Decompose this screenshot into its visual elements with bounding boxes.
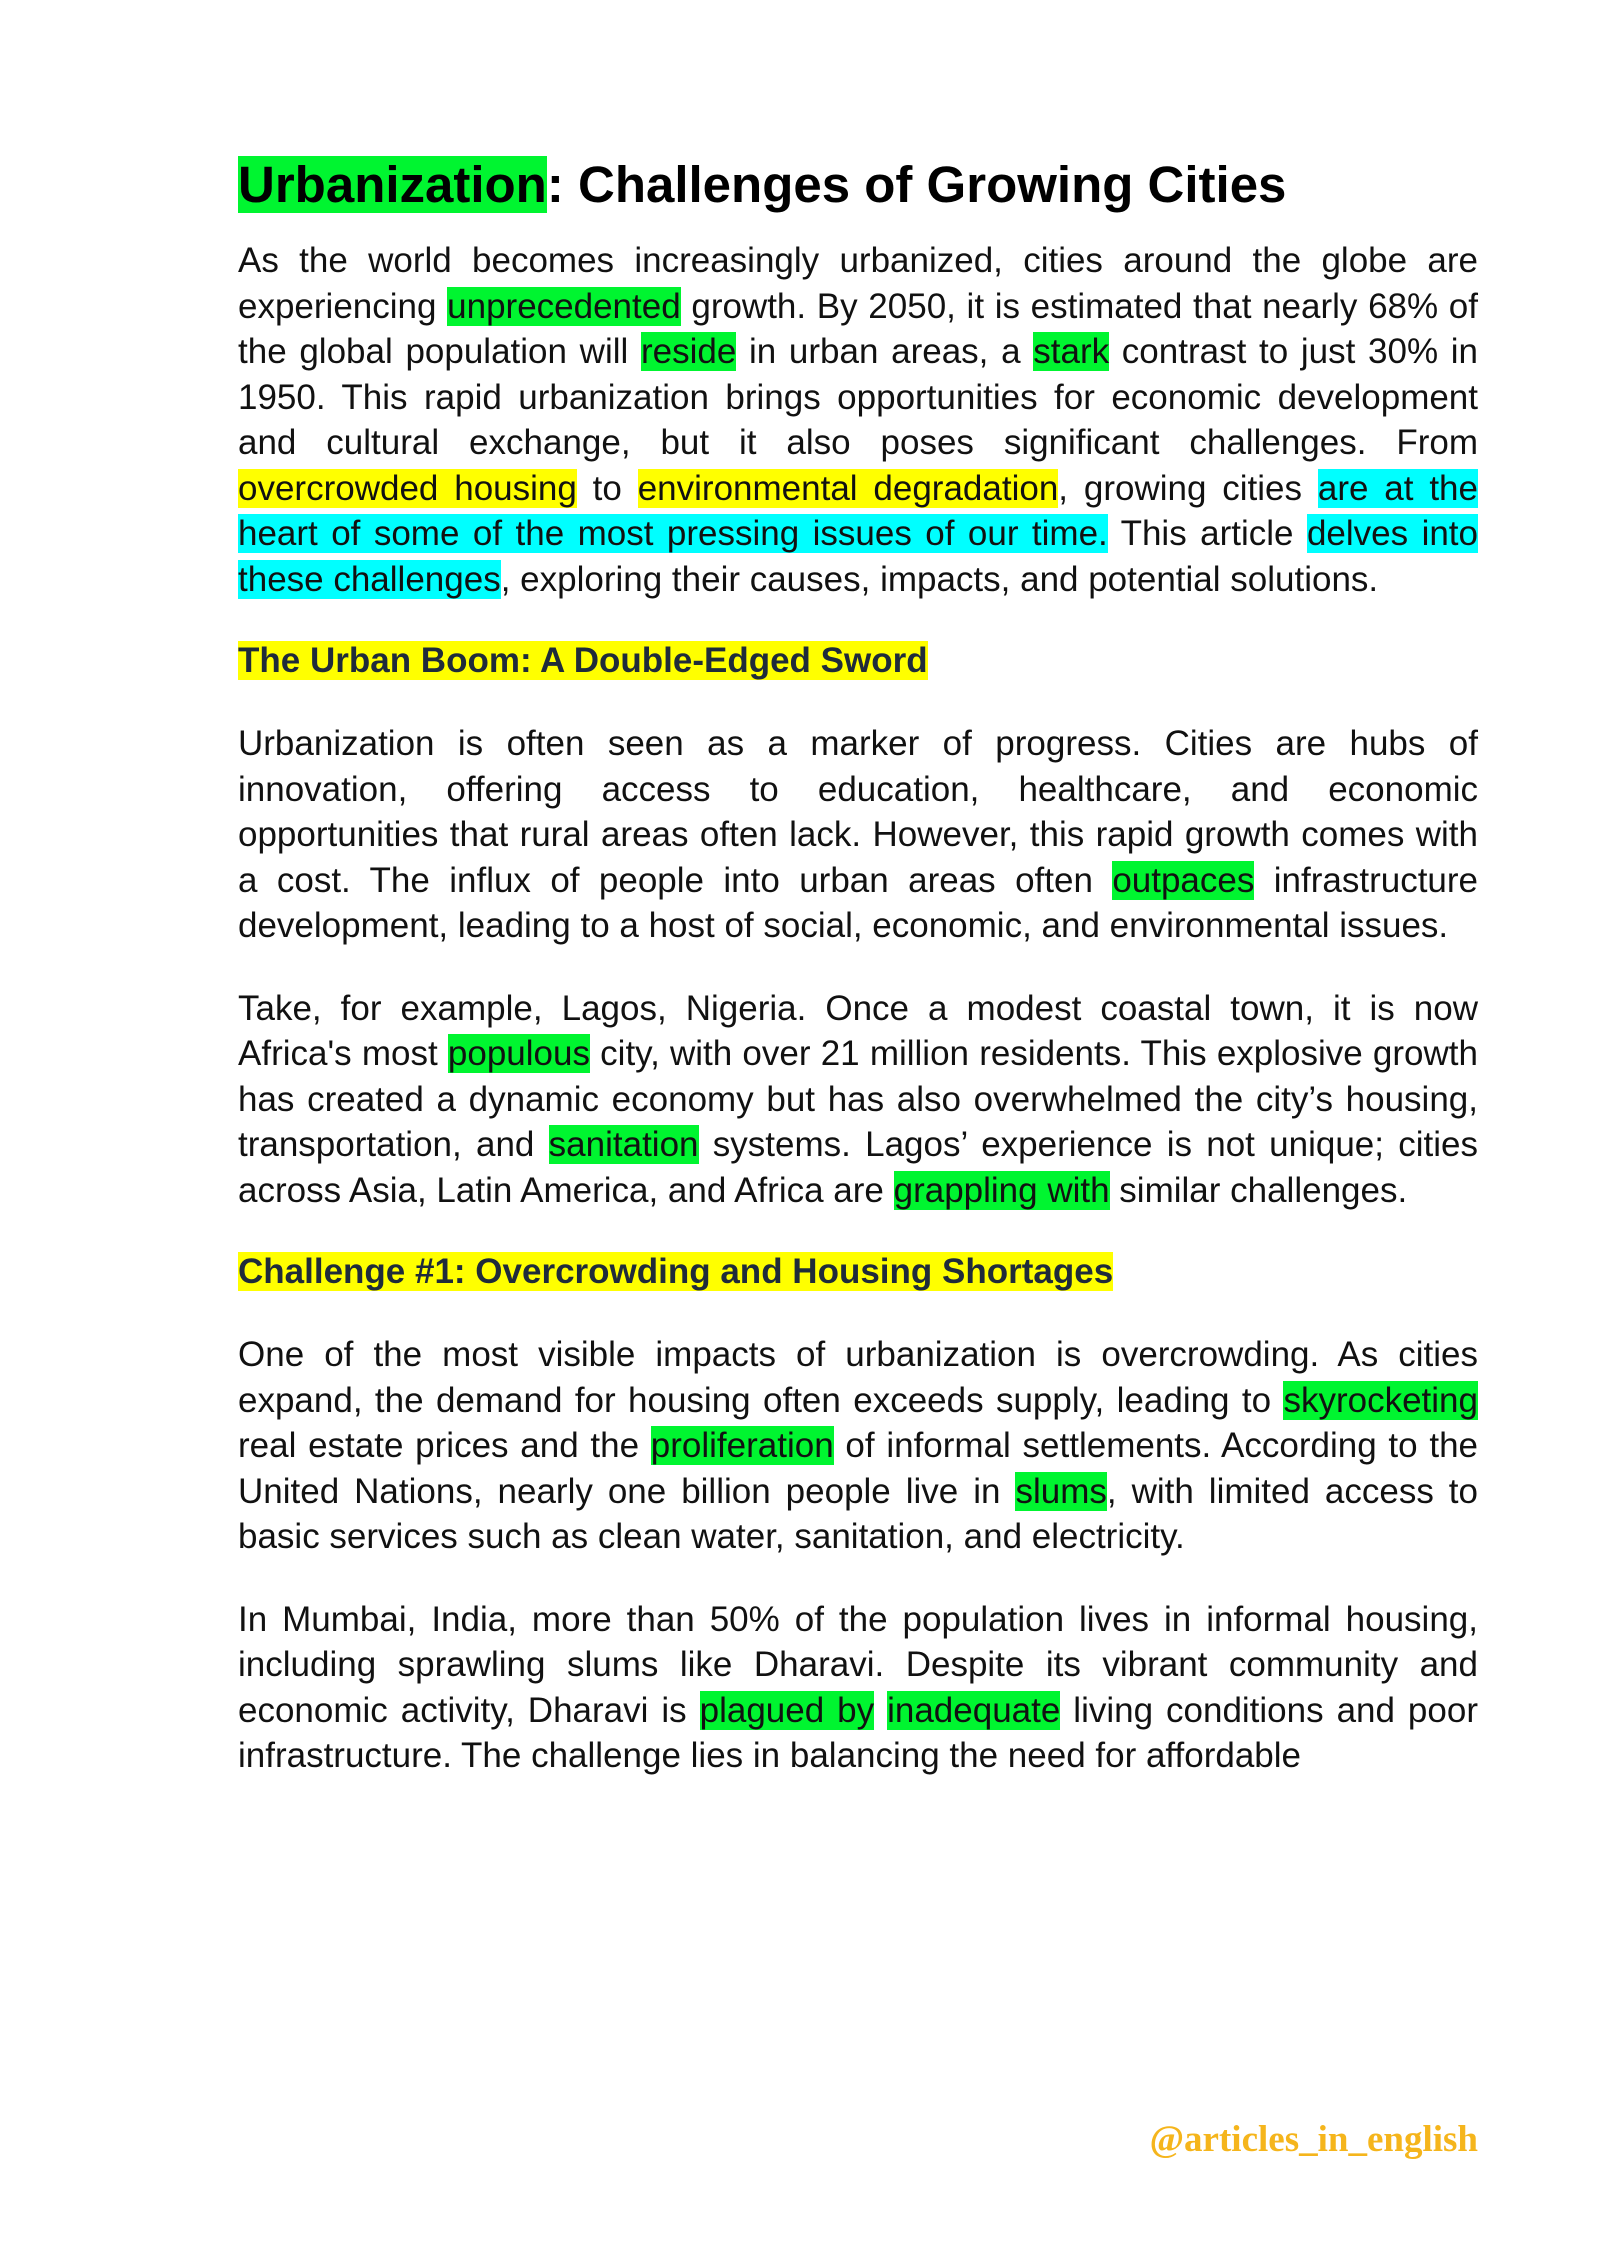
intro-paragraph [238, 238, 1478, 602]
highlight-yellow: overcrowded housing [238, 468, 577, 508]
page-title [238, 150, 1478, 220]
section2-paragraph-2 [238, 1597, 1478, 1779]
section1-paragraph-2 [238, 986, 1478, 1214]
text-span: infrastructure development, leading to a host of social, economic, and environmental issues. [238, 860, 1479, 945]
highlight-green: unprecedented [447, 286, 681, 326]
watermark-handle: @articles_in_english [1149, 2119, 1478, 2160]
text-span: , growing cities [1058, 468, 1318, 508]
highlight-green: skyrocketing [1283, 1380, 1478, 1420]
text-span: One of the most visible impacts of urbanization is overcrowding. As cities expand, the demand for housing often exceeds supply, leading to [238, 1335, 1478, 1420]
highlight-cyan: delves into these challenges [238, 514, 1478, 599]
text-span: , exploring their causes, impacts, and potential solutions. [500, 559, 1379, 599]
text-span: , with limited access to basic services such as clean water, sanitation, and electricity. [238, 1471, 1478, 1556]
text-span: of informal settlements. According to the United Nations, nearly one billion people live in [238, 1426, 1478, 1511]
highlight-green: populous [447, 1034, 590, 1073]
section2-paragraph-1 [238, 1332, 1478, 1560]
highlight-cyan: are at the heart of some of the most pressing issues of our time. [238, 468, 1478, 553]
text-span: systems. Lagos’ experience is not unique; cities across Asia, Latin America, and Africa are [238, 1125, 1478, 1210]
highlight-green: slums [1015, 1471, 1107, 1511]
text-span: In Mumbai, India, more than 50% of the population lives in informal housing, including sprawling slums like Dharavi. Despite its vibrant community and economic activity, Dharavi is [238, 1599, 1478, 1730]
text-span: contrast to just 30% in 1950. This rapid urbanization brings opportunities for economic development and cultural exchange, but it also poses significant challenges. From [238, 332, 1478, 462]
highlight-green: proliferation [650, 1426, 834, 1465]
highlight-yellow: environmental degradation [637, 468, 1059, 508]
highlight-green: inadequate [887, 1690, 1061, 1730]
title-highlight: Urbanization [238, 156, 547, 213]
section-heading [238, 1249, 1478, 1295]
text-span: growth. By 2050, it is estimated that nearly 68% of the global population will [238, 286, 1478, 371]
text-span: to [576, 468, 638, 508]
highlight-green: plagued by [699, 1690, 875, 1730]
highlight-green: grappling with [893, 1170, 1110, 1210]
text-span: similar challenges. [1109, 1170, 1408, 1210]
highlight-green: sanitation [548, 1125, 699, 1164]
section-heading-text: Challenge #1: Overcrowding and Housing Shortages [238, 1252, 1114, 1291]
highlight-green: stark [1033, 332, 1110, 371]
section-heading-text: The Urban Boom: A Double-Edged Sword [238, 641, 928, 680]
title-rest: : Challenges of Growing Cities [546, 156, 1287, 213]
text-span: real estate prices and the [238, 1426, 651, 1465]
highlight-green: reside [640, 332, 737, 371]
text-span: living conditions and poor infrastructure. The challenge lies in balancing the need for affordable [238, 1690, 1478, 1775]
text-span: Take, for example, Lagos, Nigeria. Once a modest coastal town, it is now Africa's most [238, 988, 1478, 1073]
highlight-green: outpaces [1112, 860, 1255, 900]
section-heading [238, 638, 1478, 684]
text-span: in urban areas, a [736, 332, 1034, 371]
text-span: Urbanization is often seen as a marker of progress. Cities are hubs of innovation, offering access to education, healthcare, and economic opportunities that rural areas often lack. However, this rapid growth comes with a cost. The influx of people into urban areas often [238, 724, 1478, 900]
text-span: city, with over 21 million residents. This explosive growth has created a dynamic economy but has also overwhelmed the city’s housing, transportation, and [238, 1034, 1478, 1164]
text-span: As the world becomes increasingly urbanized, cities around the globe are experiencing [238, 241, 1478, 326]
section1-paragraph-1 [238, 721, 1478, 949]
document-page [238, 150, 1478, 1779]
text-span [874, 1691, 887, 1730]
text-span: This article [1107, 514, 1307, 553]
